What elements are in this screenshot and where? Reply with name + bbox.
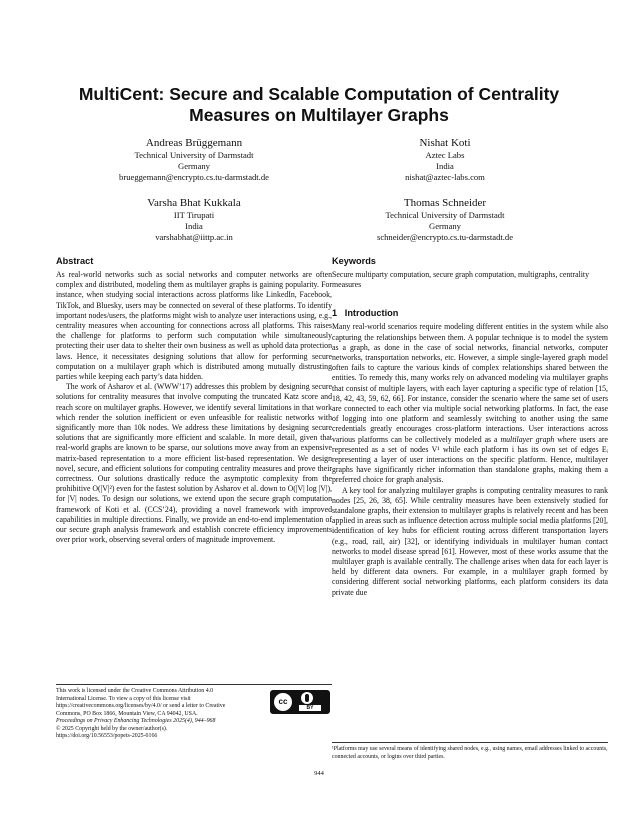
cc-icon: cc (274, 693, 292, 711)
abstract-paragraph: As real-world networks such as social networks and computer networks are often complex and distributed, modeling them as multilayer graphs is gaining popularity. For instance, when studying social interactions across platforms like LinkedIn, Facebook, TikTok, and Bluesky, users may be connected on several of these platforms. To identify important nodes/users, the platforms might wish to analyze user interactions using, e.g., centrality measures when accounting for connections across all platforms. This raises the challenge for platforms to perform such computation while simultaneously protecting their user data to shelter their own business as well as uphold data protection laws. Hence, it necessitates designing solutions that allow for performing secure computation on a multilayer graph which is distributed among mutually distrusting parties while keeping each party’s data hidden. (56, 270, 332, 382)
author-email: schneider@encrypto.cs.tu-darmstadt.de (376, 232, 514, 242)
author-name: Nishat Koti (419, 137, 471, 149)
by-label: BY (299, 705, 321, 711)
person-figure (305, 694, 309, 702)
author-email: brueggemann@encrypto.cs.tu-darmstadt.de (119, 172, 269, 182)
proceedings-line (56, 718, 332, 726)
introduction-paragraph (332, 322, 608, 485)
license-block (56, 684, 332, 741)
right-column (332, 255, 608, 640)
intro-text: where users are represented as a set of nodes V¹ while each platform i has its own set of edges Eᵢ representing a layer of user interactions on the specific platform. Hence, multilayer graphs have significantly richer information than standalone graphs, making them a preferred choice for graph analysis. (332, 434, 608, 485)
author-affiliation: IIT Tirupati (173, 210, 215, 220)
cc-by-license-icon[interactable] (270, 690, 330, 714)
author-email: varshabhat@iittp.ac.in (155, 232, 233, 242)
author-affiliation: Aztec Labs (425, 150, 465, 160)
author-country: India (436, 161, 454, 171)
author-block (295, 196, 595, 243)
author-name: Andreas Brüggemann (145, 137, 243, 149)
intro-text: Many real-world scenarios require modeling different entities in the system while also capturing the relationships between them. A popular technique is to model the system as a graph, as done in the case of social networks, financial networks, computer networks, transportation networks, etc. However, a simple single-layered graph model often fails to capture the various kinds of complex relationships shared between the entities. To remedy this, many works rely on advanced modeling via multilayer graphs that consist of multiple layers, with each layer capturing a specific type of relation [15, 18, 42, 43, 59, 62, 66]. For instance, consider the scenario where the same set of users are connected to each other via multiple social networking platforms. In fact, the ease of logging into one platform and seamlessly switching to another using the same credentials greatly encourages cross-platform interactions. User interactions across various platforms can be collectively modeled as a (332, 322, 608, 444)
abstract-paragraph: The work of Asharov et al. (WWW’17) addresses this problem by designing secure solutions for centrality measures that involve computing the truncated Katz score and reach score on multilayer graphs. However, we identify several limitations in that work which render the solution inefficient or even unfeasible for realistic networks with significantly more than 10k nodes. We address these limitations by designing secure solutions that are significantly more efficient and scalable. In more detail, given that real-world graphs are known to be sparse, our solutions move away from an expensive matrix-based representation to a more efficient list-based representation. We design novel, secure, and efficient solutions for computing centrality measures and prove their correctness. Our solutions drastically reduce the asymptotic complexity from the prohibitive O(|V|²) even for the fastest solution by Asharov et al. down to O(|V| log |V|), for |V| nodes. To design our solutions, we extend upon the secure graph computation framework of Koti et al. (CCS’24), providing a novel framework with improved capabilities in multiple directions. Finally, we provide an end-to-end implementation of our secure graph analysis framework and establish concrete efficiency improvements over prior work, observing several orders of magnitude improvement. (56, 382, 332, 545)
introduction-paragraph: A key tool for analyzing multilayer graphs is computing centrality measures to rank nodes [25, 26, 38, 65]. While centrality measures have been extensively studied for standalone graphs, their extension to multilayer graphs is relatively recent and has been applied in areas such as influence detection across multiple social media platforms [20], identification of key hubs for efficient routing across different transportation layers (e.g., road, rail, air) [32], or identifying individuals in multilayer human contact networks to model disease spread [61]. However, most of these works assume that the multilayer graph is available centrally. The challenge arises when data for each layer is held by different data owners. For example, in a multilayer graph formed by considering different social networking platforms, each platform considers its data private due (332, 485, 608, 597)
author-block (295, 136, 595, 183)
copyright-line: © 2025 Copyright held by the owner/author(s). (56, 725, 168, 732)
keywords-text: Secure multiparty computation, secure graph computation, multigraphs, centrality measures (332, 270, 590, 290)
license-text: This work is licensed under the Creative Commons Attribution 4.0 International License. To view a copy of this license visit https://creativecommons.org/licenses/by/4.0/ or send a letter to Creative Commons, PO Box 1866, Mountain View, CA 94042, USA. (56, 688, 226, 717)
introduction-heading: 1 Introduction (332, 308, 399, 319)
author-email: nishat@aztec-labs.com (405, 172, 485, 182)
author-name: Varsha Bhat Kukkala (147, 197, 241, 209)
author-country: India (185, 221, 203, 231)
intro-emphasis: multilayer graph (500, 434, 555, 444)
keywords-heading: Keywords (332, 256, 376, 266)
author-affiliation: Technical University of Darmstadt (134, 150, 254, 160)
doi-link[interactable]: https://doi.org/10.56553/popets-2025-0166 (56, 733, 158, 739)
author-country: Germany (429, 221, 461, 231)
abstract-heading: Abstract (56, 256, 94, 266)
author-country: Germany (178, 161, 210, 171)
abstract-body (56, 270, 332, 688)
proceedings-text: Proceedings on Privacy Enhancing Technologies 2025(4), 944–968 (56, 718, 216, 724)
abstract-section (56, 255, 332, 688)
author-affiliation: Technical University of Darmstadt (385, 210, 505, 220)
page-number: 944 (314, 770, 324, 777)
paper-title: MultiCent: Secure and Scalable Computation of Centrality Measures on Multilayer Graphs (78, 84, 560, 125)
introduction-body (332, 322, 608, 640)
footnote: ¹Platforms may use several means of identifying shared nodes, e.g., using names, email addresses linked to accounts, connected accounts, or logins over third parties. (332, 742, 608, 761)
author-name: Thomas Schneider (403, 197, 487, 209)
